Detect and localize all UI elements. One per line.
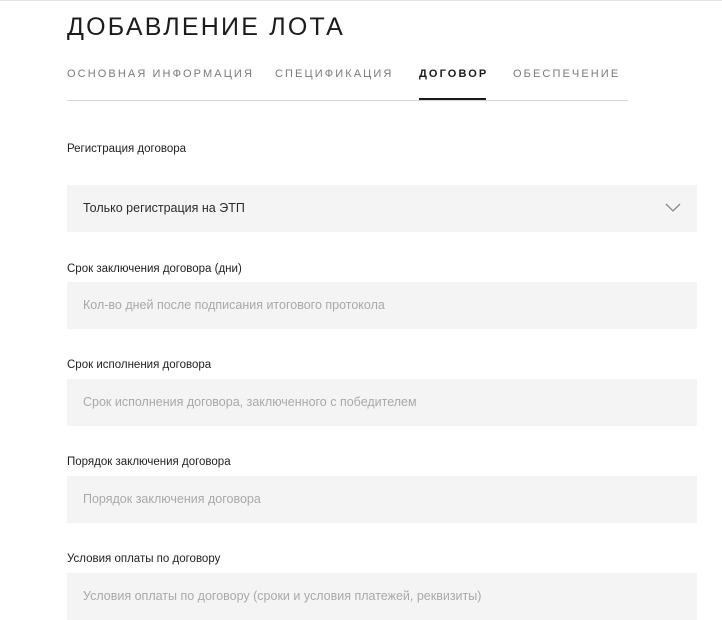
- tab-main-info[interactable]: ОСНОВНАЯ ИНФОРМАЦИЯ: [67, 68, 254, 80]
- conclusion-order-label: Порядок заключения договора: [67, 456, 231, 468]
- execution-term-placeholder: Срок исполнения договора, заключенного с победителем: [83, 395, 417, 409]
- payment-terms-placeholder: Условия оплаты по договору (сроки и условия платежей, реквизиты): [83, 589, 482, 603]
- chevron-down-icon: [665, 201, 681, 213]
- conclusion-order-placeholder: Порядок заключения договора: [83, 492, 261, 506]
- top-border: [0, 0, 722, 1]
- conclusion-term-input[interactable]: [67, 282, 697, 329]
- conclusion-term-placeholder: Кол-во дней после подписания итогового протокола: [83, 298, 385, 312]
- tab-bar: [67, 66, 628, 101]
- payment-terms-input[interactable]: [67, 573, 697, 620]
- payment-terms-label: Условия оплаты по договору: [67, 553, 221, 565]
- execution-term-input[interactable]: [67, 379, 697, 426]
- conclusion-order-input[interactable]: [67, 476, 697, 523]
- execution-term-label: Срок исполнения договора: [67, 359, 212, 371]
- registration-select[interactable]: [67, 185, 697, 232]
- registration-value: Только регистрация на ЭТП: [83, 201, 245, 215]
- conclusion-term-label: Срок заключения договора (дни): [67, 263, 242, 275]
- active-tab-indicator: [419, 98, 486, 100]
- tab-contract[interactable]: ДОГОВОР: [419, 68, 489, 80]
- registration-label: Регистрация договора: [67, 143, 187, 155]
- page-title: ДОБАВЛЕНИЕ ЛОТА: [67, 13, 345, 41]
- tab-specification[interactable]: СПЕЦИФИКАЦИЯ: [275, 68, 394, 80]
- tab-security[interactable]: ОБЕСПЕЧЕНИЕ: [513, 68, 621, 80]
